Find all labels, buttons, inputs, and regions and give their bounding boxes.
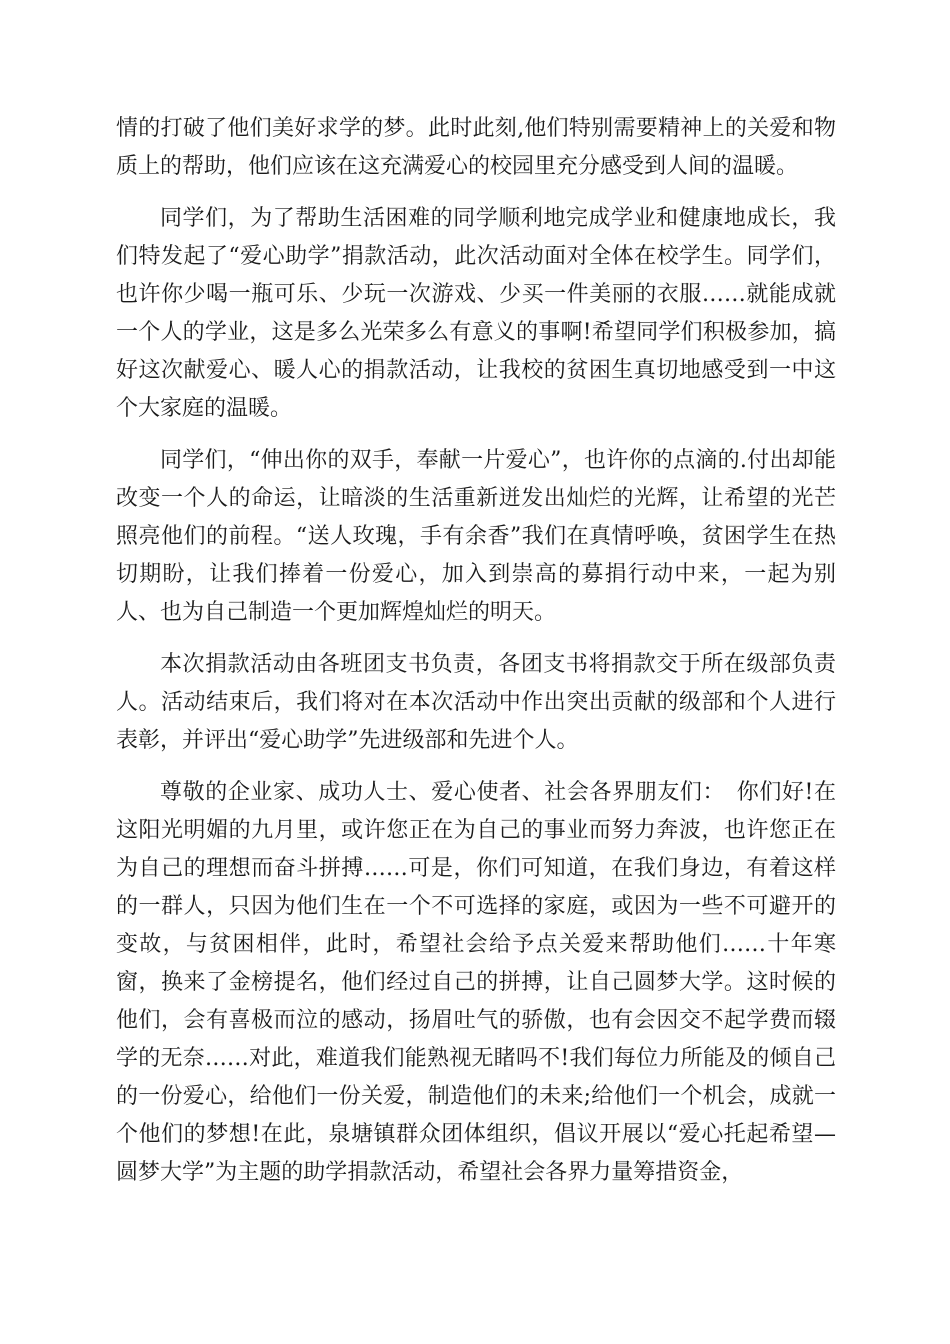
paragraph-5: 尊敬的企业家、成功人士、爱心使者、社会各界朋友们： 你们好!在这阳光明媚的九月里，或许您正在为自己的事业而努力奔波，也许您正在为自己的理想而奋斗拼搏……可是，你们可知道，在我们身边，有着这样的一群人，只因为他们生在一个不可选择的家庭，或因为一些不可避开的变故，与贫困相伴，此时，希望社会给予点关爱来帮助他们……十年寒窗，换来了金榜提名，他们经过自己的拼搏，让自己圆梦大学。这时候的他们，会有喜极而泣的感动，扬眉吐气的骄傲，也有会因交不起学费而辍学的无奈……对此，难道我们能熟视无睹吗不!我们每位力所能及的倾自己的一份爱心，给他们一份关爱，制造他们的未来;给他们一个机会，成就一个他们的梦想!在此，泉塘镇群众团体组织，倡议开展以“爱心托起希望—圆梦大学”为主题的助学捐款活动，希望社会各界力量筹措资金， (116, 780, 836, 1185)
document-body (116, 110, 836, 1192)
paragraph-2: 同学们，为了帮助生活困难的同学顺利地完成学业和健康地成长，我们特发起了“爱心助学”捐款活动，此次活动面对全体在校学生。同学们，也许你少喝一瓶可乐、少玩一次游戏、少买一件美丽的衣服……就能成就一个人的学业，这是多么光荣多么有意义的事啊!希望同学们积极参加，搞好这次献爱心、暖人心的捐款活动，让我校的贫困生真切地感受到一中这个大家庭的温暖。 (116, 206, 836, 421)
paragraph-1: 情的打破了他们美好求学的梦。此时此刻,他们特别需要精神上的关爱和物质上的帮助，他们应该在这充满爱心的校园里充分感受到人间的温暖。 (116, 116, 836, 179)
paragraph-4: 本次捐款活动由各班团支书负责，各团支书将捐款交于所在级部负责人。活动结束后，我们将对在本次活动中作出突出贡献的级部和个人进行表彰，并评出“爱心助学”先进级部和先进个人。 (116, 652, 836, 753)
paragraph-3: 同学们，“伸出你的双手，奉献一片爱心”，也许你的点滴的.付出却能改变一个人的命运，让暗淡的生活重新迸发出灿烂的光辉，让希望的光芒照亮他们的前程。“送人玫瑰，手有余香”我们在真情呼唤，贫困学生在热切期盼，让我们捧着一份爱心，加入到崇高的募捐行动中来，一起为别人、也为自己制造一个更加辉煌灿烂的明天。 (116, 448, 836, 625)
